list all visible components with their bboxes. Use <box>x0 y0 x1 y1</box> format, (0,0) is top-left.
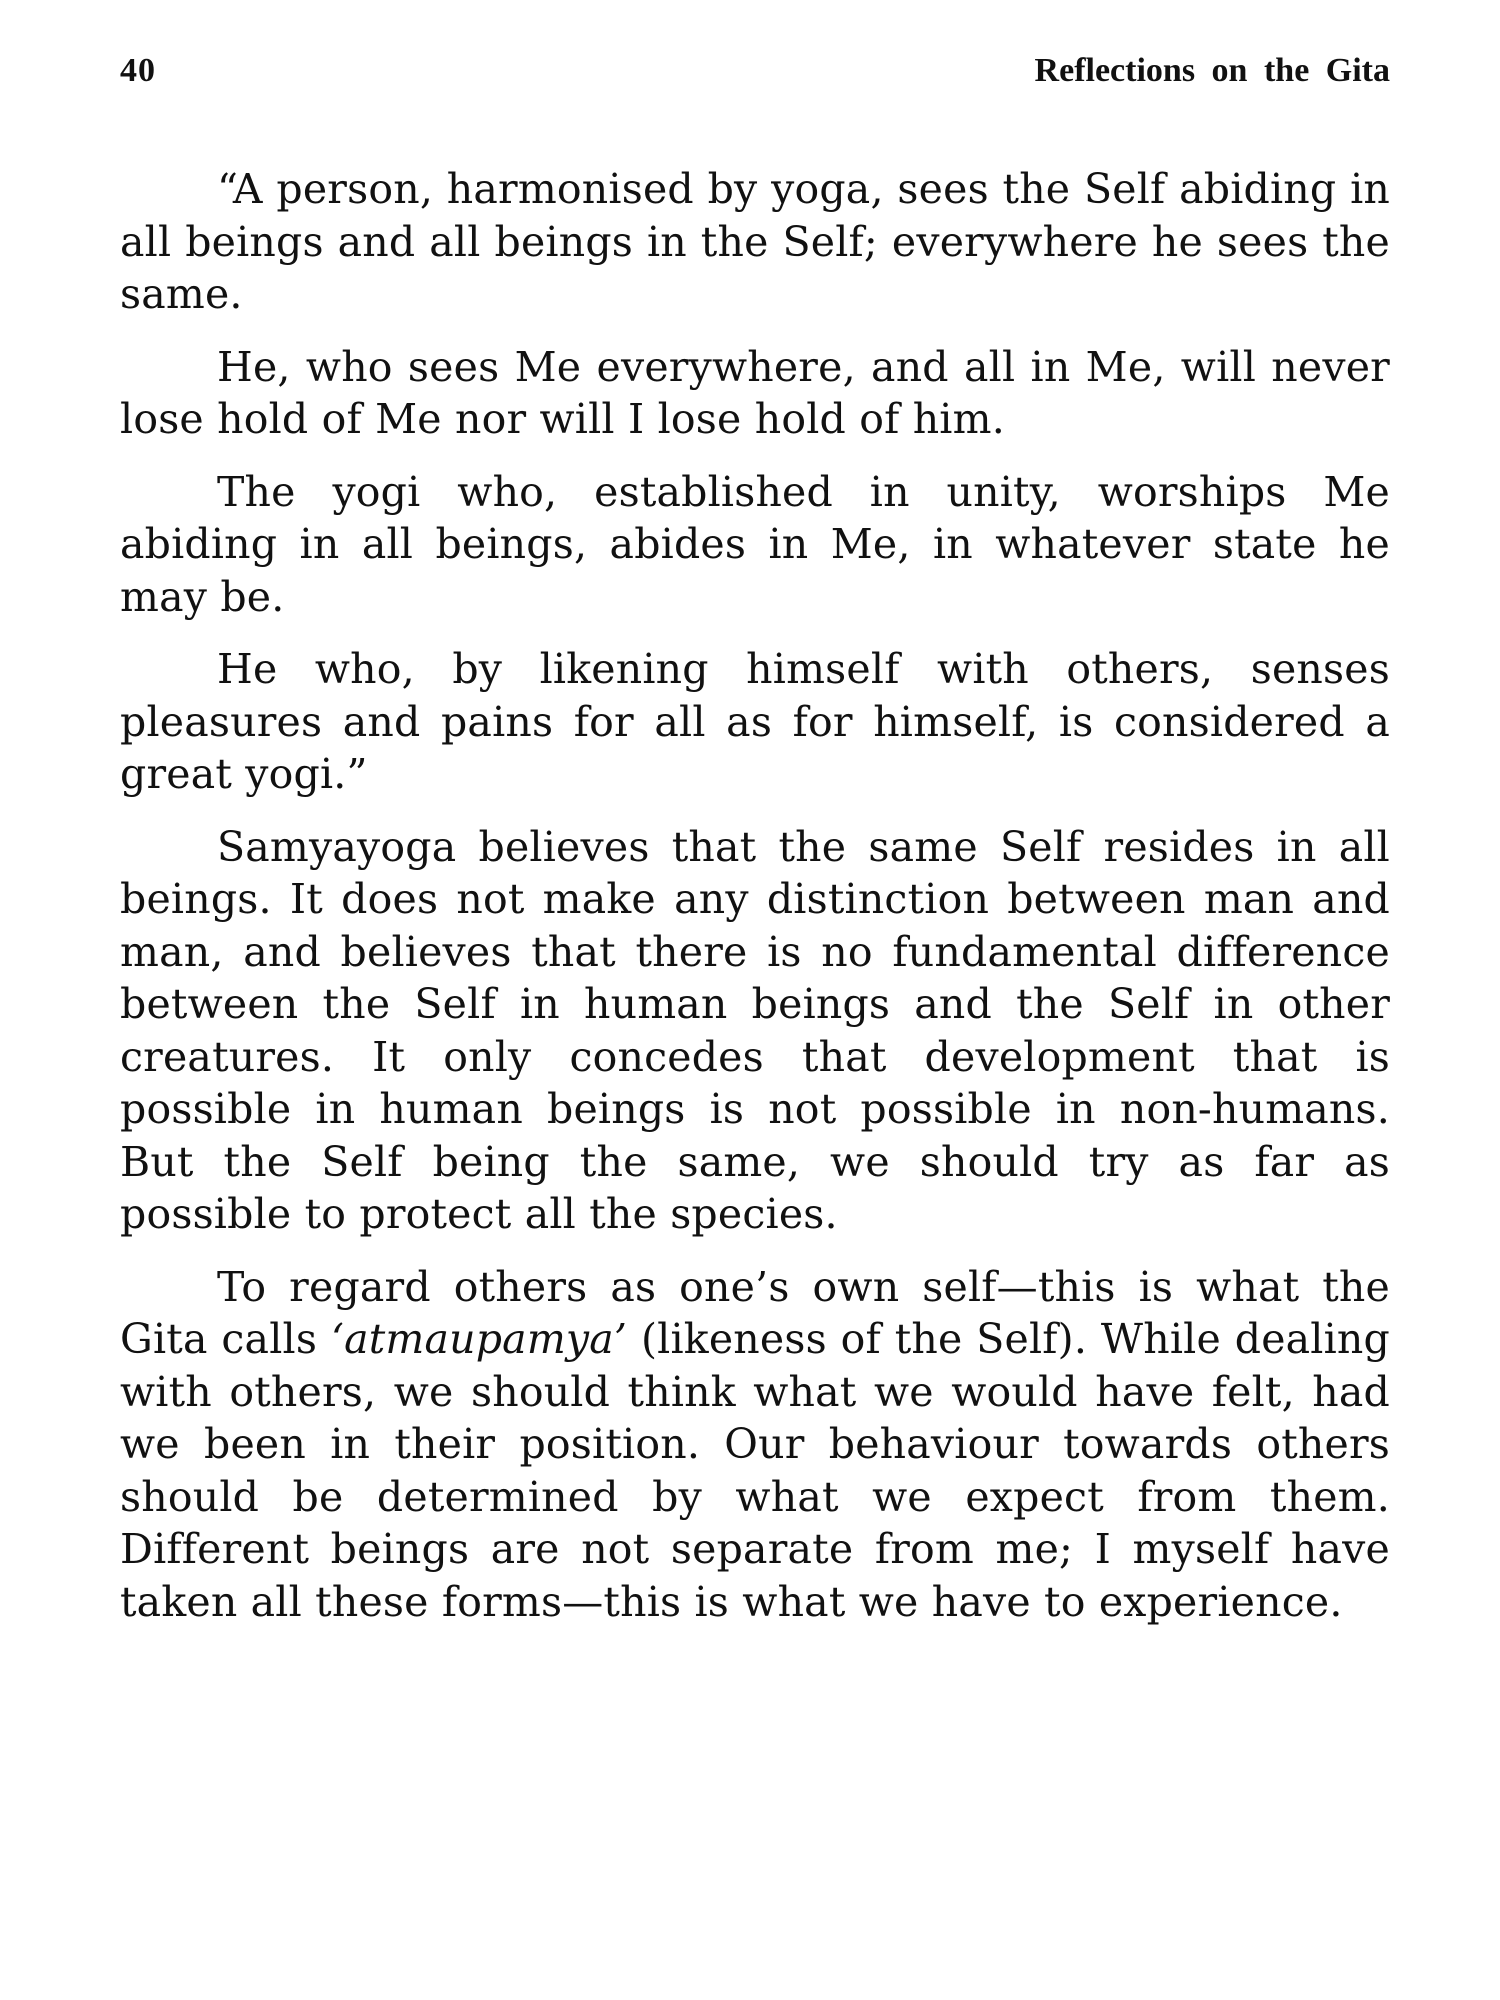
paragraph-5: Samyayoga believes that the same Self resides in all beings. It does not make any distinction between man and man, and believes that there is no fundamental difference between the Self in human beings and the Self in other creatures. It only concedes that development that is possible in human beings is not possible in non-humans. But the Self being the same, we should try as far as possible to protect all the species. <box>120 822 1390 1238</box>
paragraph-2: He, who sees Me everywhere, and all in Me, will never lose hold of Me nor will I lose hold of him. <box>120 342 1390 443</box>
paragraph-3: The yogi who, established in unity, worships Me abiding in all beings, abides in Me, in whatever state he may be. <box>120 467 1390 621</box>
running-title: Reflections on the Gita <box>1034 52 1390 89</box>
paragraph-6 <box>120 1261 1390 1629</box>
paragraph-4: He who, by likening himself with others, senses pleasures and pains for all as for himself, is considered a great yogi.” <box>120 645 1390 798</box>
page-body <box>120 163 1390 1648</box>
paragraph-6-end: (likeness of the Self). While dealing with others, we should think what we would have felt, had we been in their position. Our behaviour towards others should be determined by what we expect from them. Different beings are not separate from me; I myself have taken all these forms—this is what we have to experience. <box>120 1315 1390 1626</box>
paragraph-1: “A person, harmonised by yoga, sees the Self abiding in all beings and all beings in the Self; everywhere he sees the same. <box>120 165 1390 318</box>
page-number: 40 <box>120 52 156 89</box>
atmaupamya-term: ‘atmaupamya’ <box>330 1315 628 1363</box>
page-header <box>120 52 1390 102</box>
paragraph-6-start: To regard others as one’s own self—this is what the Gita calls <box>120 1262 1390 1363</box>
